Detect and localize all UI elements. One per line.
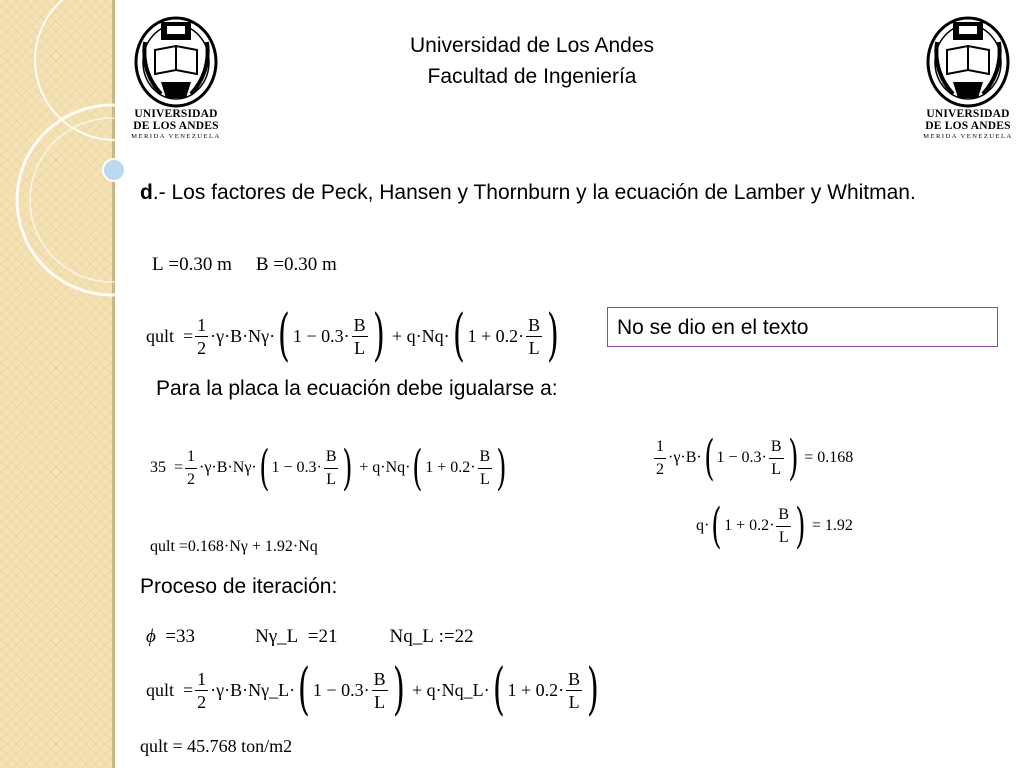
coefficient-equation-2: q· ( 1 + 0.2· $\frac{B}{L}$ ) = 1.92 — [696, 498, 853, 554]
qult-equation: qult = $\frac{1}{2}$ ·γ·B·Nγ· ( 1 − 0.3· $\frac{B}{L}$ ) + q·Nq· ( 1 + 0.2· $\frac{B}{L}$ ) — [146, 303, 560, 368]
result-value: qult = 45.768 — [140, 736, 237, 756]
university-title: Universidad de Los Andes — [410, 34, 654, 57]
university-logo-left: UNIVERSIDAD DE LOS ANDES MERIDA VENEZUELA — [128, 12, 224, 152]
university-logo-right: UNIVERSIDAD DE LOS ANDES MERIDA VENEZUELA — [920, 12, 1016, 152]
iteration-equation: qult = $\frac{1}{2}$ ·γ·B·Nγ_L· ( 1 − 0.3· $\frac{B}{L}$ ) + q·Nq_L· ( 1 + 0.2· $\frac{B}{L}$ ) — [146, 657, 600, 722]
faculty-title: Facultad de Ingeniería — [427, 65, 637, 88]
result-line — [140, 736, 292, 757]
intro-bold-letter: d — [140, 181, 153, 204]
result-unit: ton/m2 — [241, 736, 293, 756]
qult-simplified: qult =0.168·Nγ + 1.92·Nq — [150, 538, 318, 555]
parameters-line: ϕ =33 Nγ_L =21 Nq_L :=22 — [146, 626, 474, 647]
note-box: No se dio en el texto — [607, 307, 998, 347]
intro-paragraph — [140, 180, 1000, 206]
intro-text: .- Los factores de Peck, Hansen y Thornburn y la ecuación de Lamber y Whitman. — [152, 181, 916, 204]
university-seal-icon — [131, 12, 221, 108]
coefficient-equation-1: $\frac{1}{2}$ ·γ·B· ( 1 − 0.3· $\frac{B}{L}$ ) = 0.168 — [656, 430, 854, 486]
dimensions-line: L =0.30 m B =0.30 m — [152, 254, 337, 275]
iteration-title: Proceso de iteración: — [140, 575, 338, 598]
plate-text: Para la placa la ecuación debe igualarse a: — [156, 377, 558, 400]
university-seal-icon — [923, 12, 1013, 108]
plate-equation: 35 = $\frac{1}{2}$ ·γ·B·Nγ· ( 1 − 0.3· $\frac{B}{L}$ ) + q·Nq· ( 1 + 0.2· $\frac{B}{L}$ ) — [150, 440, 507, 496]
